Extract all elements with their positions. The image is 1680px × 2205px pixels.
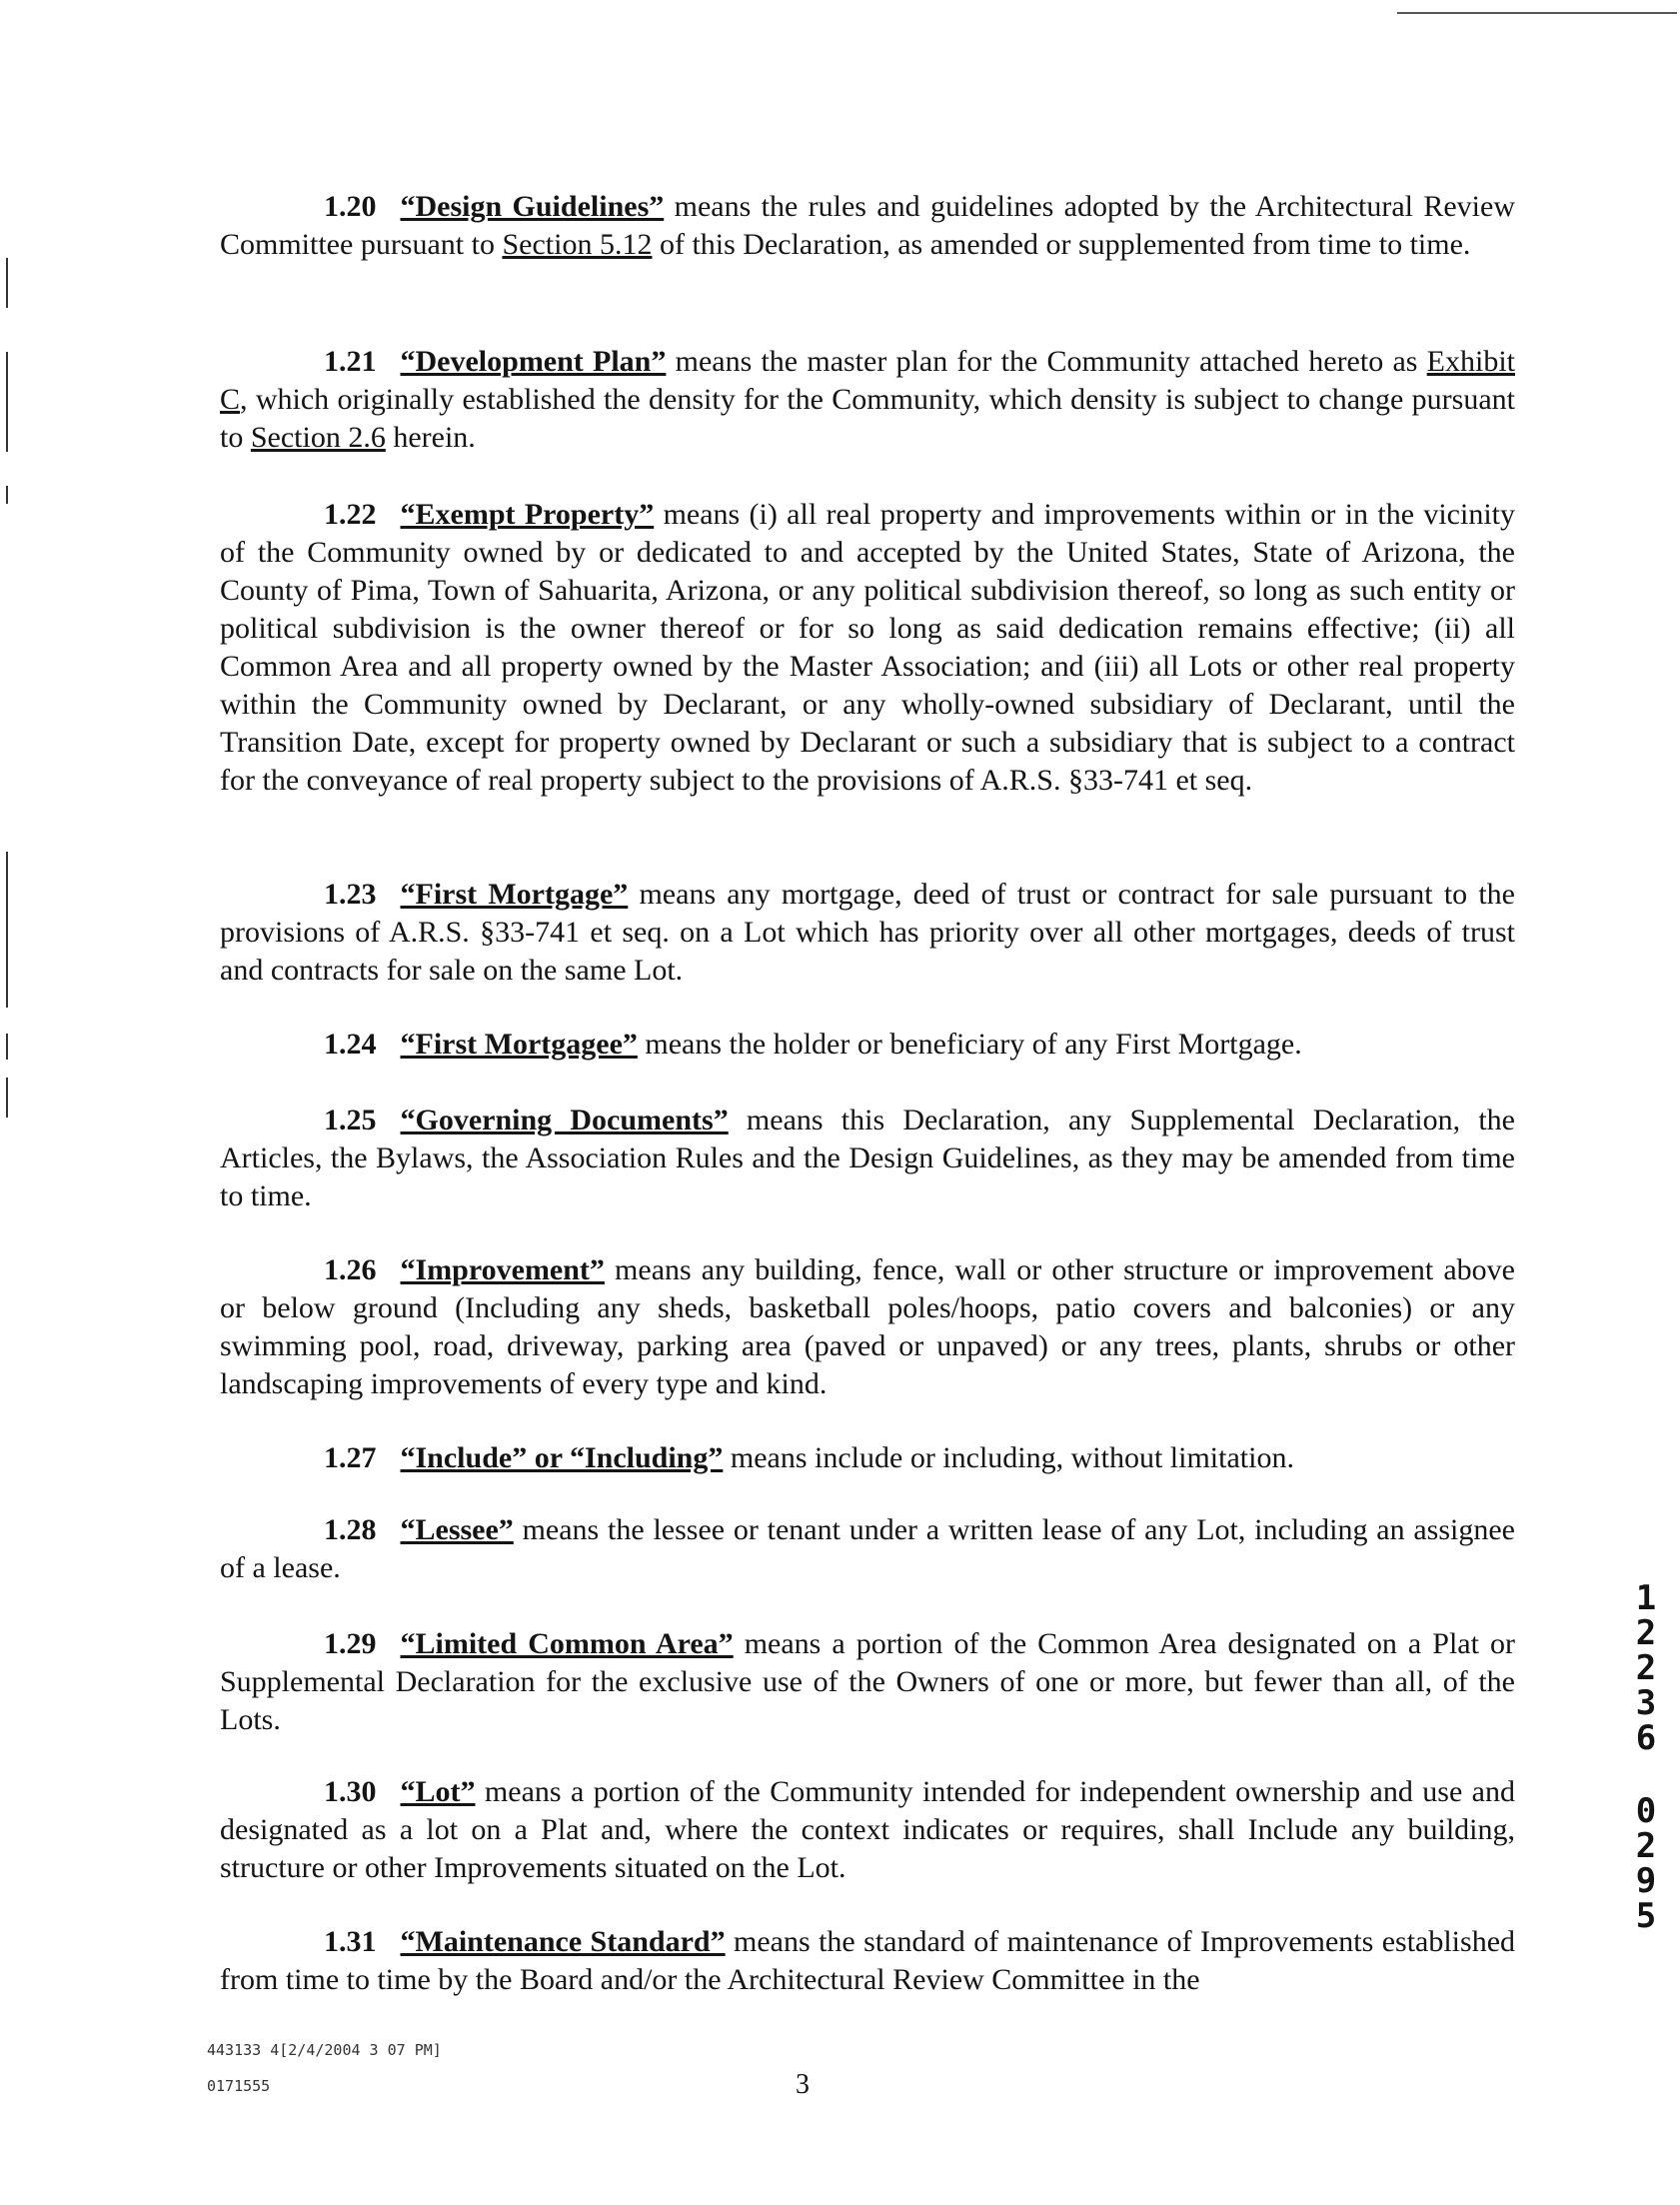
section-number: 1.20 (324, 190, 377, 223)
stamp-digit: 3 (1635, 1683, 1657, 1723)
definition-text: means the lessee or tenant under a written lease of any Lot, including an assignee of a lease. (220, 1513, 1515, 1584)
stamp-digit: 5 (1635, 1896, 1657, 1936)
section-1-31 (220, 1923, 1515, 1999)
definition-text: means any building, fence, wall or other structure or improvement above or below ground (Including any sheds, basketball poles/hoops, patio covers and balconies) or any swimming pool, road, driveway, parking area (paved or unpaved) or any trees, plants, shrubs or other landscaping improvements of every type and kind. (220, 1253, 1515, 1400)
section-reference: Section 2.6 (250, 421, 386, 454)
stamp-digit: 1 (1635, 1578, 1657, 1618)
section-number: 1.22 (324, 498, 377, 531)
top-edge-rule (1397, 12, 1677, 14)
definition-text: means the rules and guidelines adopted by the Architectural Review Committee pursuant to (220, 190, 1515, 261)
section-number: 1.25 (324, 1103, 377, 1136)
defined-term: “Governing Documents” (400, 1103, 729, 1136)
section-1-20 (220, 188, 1515, 264)
section-number: 1.26 (324, 1253, 377, 1286)
left-margin-mark (6, 486, 8, 504)
defined-term: “Improvement” (400, 1253, 605, 1286)
section-number: 1.30 (324, 1775, 377, 1808)
left-margin-mark (6, 1078, 8, 1117)
stamp-digit: 2 (1635, 1648, 1657, 1688)
left-margin-mark (6, 352, 8, 452)
section-1-21 (220, 343, 1515, 457)
section-1-27 (220, 1439, 1515, 1477)
section-1-25 (220, 1102, 1515, 1215)
defined-term: “Include” or “Including” (400, 1441, 724, 1474)
stamp-digit: 6 (1635, 1718, 1657, 1758)
stamp-digit: 2 (1635, 1826, 1657, 1866)
footer-doc-id: 443133 4[2/4/2004 3 07 PM] (207, 2041, 442, 2059)
defined-term: “First Mortgagee” (400, 1028, 638, 1061)
section-number: 1.23 (324, 878, 377, 911)
definition-text: , which originally established the density for the Community, which density is subject to change pursuant to (220, 383, 1515, 454)
left-margin-mark (6, 852, 8, 1008)
section-1-22 (220, 496, 1515, 800)
definition-text: means include or including, without limitation. (723, 1441, 1294, 1474)
section-number: 1.31 (324, 1925, 377, 1958)
defined-term: “First Mortgage” (400, 878, 629, 911)
definition-text: means a portion of the Community intended for independent ownership and use and designated as a lot on a Plat and, where the context indicates or requires, shall Include any building, structure or other Improvements situated on the Lot. (220, 1775, 1515, 1884)
definition-text: means a portion of the Common Area designated on a Plat or Supplemental Declaration for the exclusive use of the Owners of one or more, but fewer than all, of the Lots. (220, 1627, 1515, 1736)
definition-text: means this Declaration, any Supplemental Declaration, the Articles, the Bylaws, the Association Rules and the Design Guidelines, as they may be amended from time to time. (220, 1103, 1516, 1212)
definition-text: means the holder or beneficiary of any First Mortgage. (637, 1028, 1302, 1061)
defined-term: “Limited Common Area” (400, 1627, 734, 1660)
defined-term: “Lessee” (400, 1513, 514, 1546)
left-margin-mark (6, 258, 8, 308)
definition-text: means any mortgage, deed of trust or contract for sale pursuant to the provisions of A.R.S. §33-741 et seq. on a Lot which has priority over all other mortgages, deeds of trust and contracts for sale on the same Lot. (220, 878, 1515, 987)
definition-text: means the standard of maintenance of Improvements established from time to time by the Board and/or the Architectural Review Committee in the (220, 1925, 1516, 1996)
stamp-digit: 0 (1635, 1791, 1657, 1831)
stamp-gap (1631, 1756, 1661, 1794)
definition-text: means (i) all real property and improvements within or in the vicinity of the Community owned by or dedicated to and accepted by the United States, State of Arizona, the County of Pima, Town of Sahuarita, Arizona, or any political subdivision thereof, so long as such entity or political subdivision is the owner thereof or for so long as said dedication remains effective; (ii) all Common Area and all property owned by the Master Association; and (iii) all Lots or other real property within the Community owned by Declarant, or any wholly-owned subsidiary of Declarant, until the Transition Date, except for property owned by Declarant or such a subsidiary that is subject to a contract for the conveyance of real property subject to the provisions of A.R.S. §33-741 et seq. (220, 498, 1515, 797)
section-number: 1.27 (324, 1441, 377, 1474)
section-1-26 (220, 1251, 1515, 1403)
page-number: 3 (796, 2069, 810, 2100)
defined-term: “Exempt Property” (400, 498, 655, 531)
defined-term: “Development Plan” (400, 345, 667, 378)
section-number: 1.21 (324, 345, 377, 378)
recording-number-stamp (1631, 1578, 1661, 1936)
section-1-24 (220, 1026, 1515, 1064)
stamp-digit: 2 (1635, 1613, 1657, 1653)
defined-term: “Maintenance Standard” (400, 1925, 726, 1958)
section-1-29 (220, 1625, 1515, 1739)
definition-text: herein. (385, 421, 476, 454)
defined-term: “Design Guidelines” (400, 190, 665, 223)
left-margin-mark (6, 1034, 8, 1060)
section-number: 1.28 (324, 1513, 377, 1546)
defined-term: “Lot” (400, 1775, 476, 1808)
definition-text: means the master plan for the Community attached hereto as (666, 345, 1427, 378)
stamp-digit: 9 (1635, 1861, 1657, 1901)
exhibit-reference: Exhibit C (220, 345, 1516, 416)
section-reference: Section 5.12 (502, 228, 653, 261)
definition-text: of this Declaration, as amended or supplemented from time to time. (652, 228, 1471, 261)
section-1-23 (220, 876, 1515, 990)
section-number: 1.29 (324, 1627, 377, 1660)
footer-doc-code: 0171555 (207, 2077, 271, 2095)
section-1-28 (220, 1511, 1515, 1587)
section-number: 1.24 (324, 1028, 377, 1061)
section-1-30 (220, 1773, 1515, 1887)
